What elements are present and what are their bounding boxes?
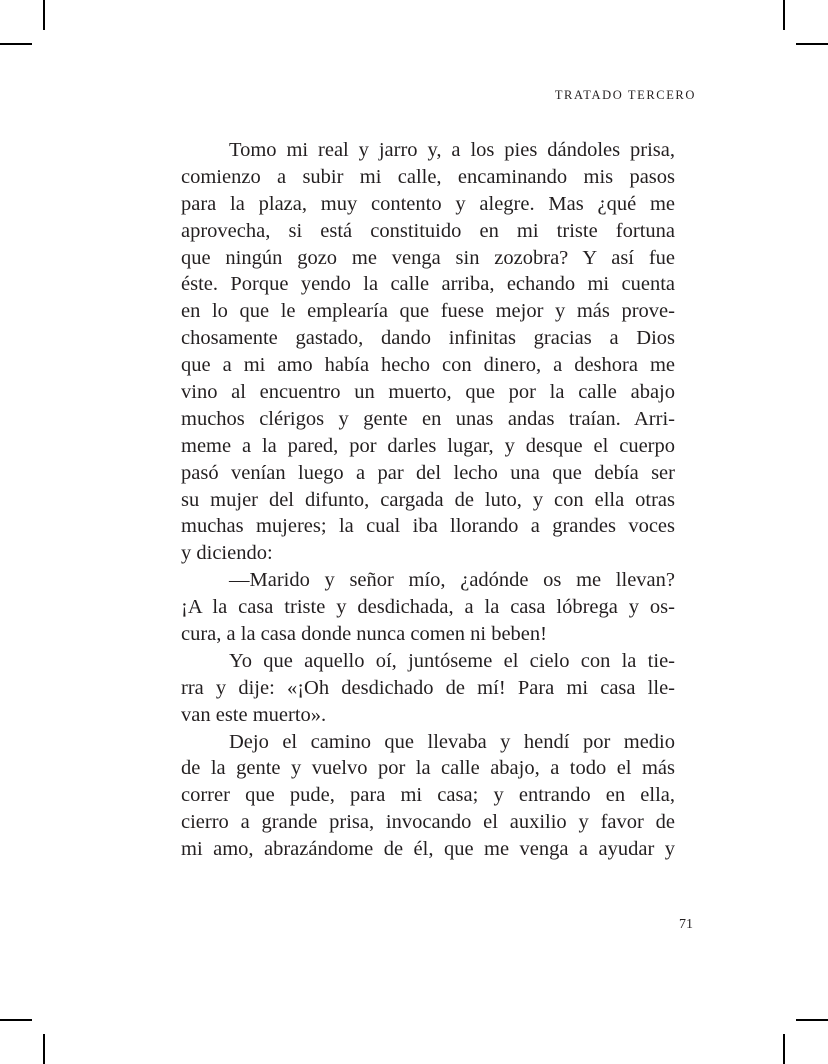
text-line: Yo que aquello oí, juntóseme el cielo con la tie-	[229, 649, 675, 672]
crop-mark-top-right-vertical	[783, 0, 785, 30]
text-line: Dejo el camino que llevaba y hendí por medio	[229, 730, 675, 753]
text-line: que ningún gozo me venga sin zozobra? Y así fue	[181, 246, 675, 269]
body-text	[181, 137, 675, 863]
text-line: pasó venían luego a par del lecho una que debía ser	[181, 461, 675, 484]
text-line: Tomo mi real y jarro y, a los pies dándoles prisa,	[229, 139, 675, 161]
text-line: su mujer del difunto, cargada de luto, y con ella otras	[181, 488, 675, 511]
text-line: muchas mujeres; la cual iba llorando a grandes voces	[181, 515, 675, 538]
crop-mark-top-right-horizontal	[796, 43, 828, 45]
text-line: chosamente gastado, dando infinitas gracias a Dios	[181, 327, 675, 350]
text-line: en lo que le emplearía que fuese mejor y más prove-	[181, 300, 675, 323]
text-line: rra y dije: «¡Oh desdichado de mí! Para mi casa lle-	[181, 676, 675, 699]
text-line: van este muerto».	[181, 703, 327, 726]
text-line: vino al encuentro un muerto, que por la calle abajo	[181, 381, 675, 404]
text-line: muchos clérigos y gente en unas andas traían. Arri-	[181, 407, 675, 430]
text-line: para la plaza, muy contento y alegre. Mas ¿qué me	[181, 192, 675, 215]
crop-mark-bottom-right-vertical	[783, 1034, 785, 1064]
text-line: éste. Porque yendo la calle arriba, echando mi cuenta	[181, 273, 675, 296]
text-line: cura, a la casa donde nunca comen ni beben!	[181, 623, 547, 646]
crop-mark-top-left-horizontal	[0, 43, 32, 45]
text-line: de la gente y vuelvo por la calle abajo, a todo el más	[181, 757, 675, 780]
crop-mark-bottom-left-horizontal	[0, 1019, 32, 1021]
text-line: meme a la pared, por darles lugar, y desque el cuerpo	[181, 434, 675, 457]
text-line: correr que pude, para mi casa; y entrando en ella,	[181, 784, 675, 807]
page-number: 71	[679, 917, 693, 932]
text-line: y diciendo:	[181, 542, 273, 565]
text-line: aprovecha, si está constituido en mi triste fortuna	[181, 219, 675, 242]
running-header: TRATADO TERCERO	[554, 88, 696, 102]
text-line: mi amo, abrazándome de él, que me venga a ayudar y	[181, 838, 675, 861]
crop-mark-bottom-right-horizontal	[796, 1019, 828, 1021]
text-line: comienzo a subir mi calle, encaminando mis pasos	[181, 165, 675, 188]
crop-mark-top-left-vertical	[43, 0, 45, 30]
text-line: —Marido y señor mío, ¿adónde os me llevan?	[229, 569, 675, 592]
text-line: ¡A la casa triste y desdichada, a la casa lóbrega y os-	[181, 596, 675, 619]
crop-mark-bottom-left-vertical	[43, 1034, 45, 1064]
text-line: cierro a grande prisa, invocando el auxilio y favor de	[181, 811, 675, 834]
text-line: que a mi amo había hecho con dinero, a deshora me	[181, 354, 675, 377]
